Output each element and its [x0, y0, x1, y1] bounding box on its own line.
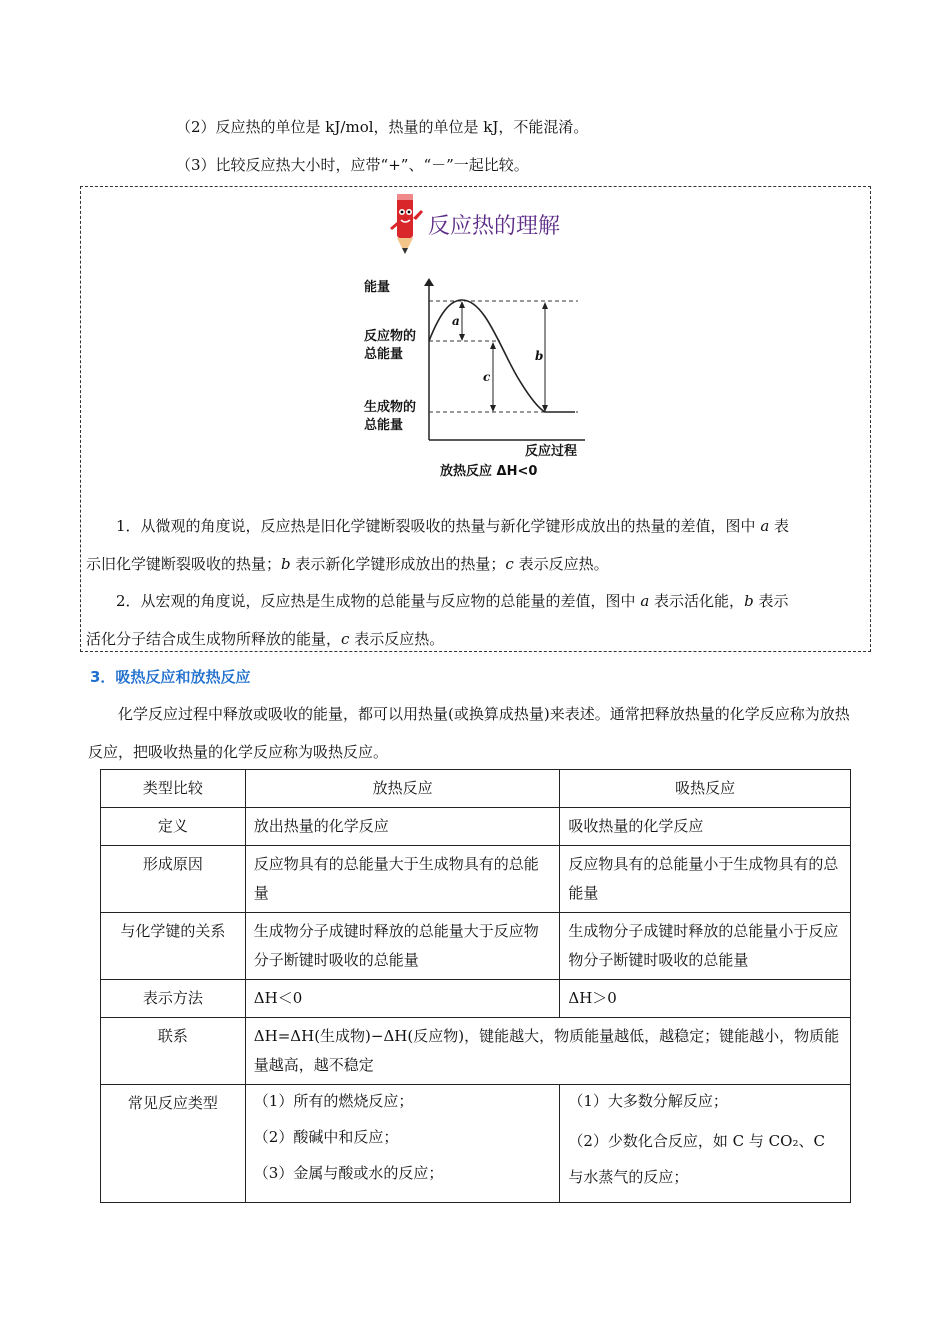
letter-c: c	[483, 370, 491, 384]
list-item: （2）酸碱中和反应；	[253, 1128, 399, 1146]
box-point-2: 2．从宏观的角度说，反应热是生成物的总能量与反应物的总能量的差值，图中 a 表示活化能，b 表示 活化分子结合成生成物所释放的能量，c 表示反应热。	[86, 592, 789, 648]
table-row	[101, 1085, 851, 1203]
letter-b: b	[535, 349, 544, 363]
table-header-cell: 放热反应	[245, 770, 560, 808]
product-label-1: 生成物的	[364, 400, 417, 415]
exo-types-cell	[245, 1085, 560, 1203]
row-label: 定义	[101, 808, 246, 846]
box-title: 反应热的理解	[428, 214, 561, 239]
exo-cell: 放出热量的化学反应	[245, 808, 560, 846]
row-label: 联系	[101, 1018, 246, 1085]
table-row	[101, 913, 851, 980]
comparison-table	[100, 769, 851, 1203]
text-line-compare: （3）比较反应热大小时，应带“+”、“－”一起比较。	[176, 156, 529, 174]
exo-cell: ΔH＜0	[245, 980, 560, 1018]
exo-cell: 生成物分子成键时释放的总能量大于反应物分子断键时吸收的总能量	[245, 913, 560, 980]
row-label: 常见反应类型	[101, 1085, 246, 1203]
y-axis-arrow	[424, 278, 434, 286]
table-row	[101, 1018, 851, 1085]
endo-cell: 吸收热量的化学反应	[560, 808, 851, 846]
endo-cell: ΔH＞0	[560, 980, 851, 1018]
endo-types-cell	[560, 1085, 851, 1203]
diagram-caption: 放热反应 ΔH<0	[440, 464, 538, 479]
endo-cell: 生成物分子成键时释放的总能量小于反应物分子断键时吸收的总能量	[560, 913, 851, 980]
product-label-2: 总能量	[364, 418, 404, 433]
reaction-curve	[429, 300, 575, 412]
table-row	[101, 808, 851, 846]
box-point-1: 1．从微观的角度说，反应热是旧化学键断裂吸收的热量与新化学键形成放出的热量的差值，图中 a 表 示旧化学键断裂吸收的热量；b 表示新化学键形成放出的热量；c 表示反应热。	[86, 517, 790, 573]
pencil-mascot-icon	[385, 190, 425, 256]
section-intro: 化学反应过程中释放或吸收的能量，都可以用热量(或换算成热量)来表述。通常把释放热量的化学反应称为放热反应，把吸收热量的化学反应称为吸热反应。	[88, 705, 850, 761]
section-title: 3．吸热反应和放热反应	[90, 668, 251, 686]
row-label: 表示方法	[101, 980, 246, 1018]
endo-cell: 反应物具有的总能量小于生成物具有的总能量	[560, 846, 851, 913]
list-item: （1）大多数分解反应；	[568, 1092, 728, 1110]
table-row	[101, 980, 851, 1018]
table-header-cell: 类型比较	[101, 770, 246, 808]
reactant-label-1: 反应物的	[364, 329, 417, 344]
table-header-row	[101, 770, 851, 808]
relation-cell: ΔH=ΔH(生成物)−ΔH(反应物)，键能越大，物质能量越低，越稳定；键能越小，物质能量越高，越不稳定	[245, 1018, 850, 1085]
table-header-cell: 吸热反应	[560, 770, 851, 808]
list-item: （2）少数化合反应，如 C 与 CO₂、C 与水蒸气的反应；	[568, 1132, 825, 1186]
exo-cell: 反应物具有的总能量大于生成物具有的总能量	[245, 846, 560, 913]
row-label: 与化学键的关系	[101, 913, 246, 980]
x-axis-label: 反应过程	[525, 444, 578, 459]
row-label: 形成原因	[101, 846, 246, 913]
table-row	[101, 846, 851, 913]
energy-diagram	[360, 278, 590, 488]
letter-a: a	[452, 314, 460, 328]
list-item: （3）金属与酸或水的反应；	[253, 1164, 444, 1182]
list-item: （1）所有的燃烧反应；	[253, 1092, 414, 1110]
reactant-label-2: 总能量	[364, 347, 404, 362]
y-axis-label: 能量	[364, 280, 391, 295]
text-line-unit: （2）反应热的单位是 kJ/mol，热量的单位是 kJ，不能混淆。	[176, 118, 589, 136]
